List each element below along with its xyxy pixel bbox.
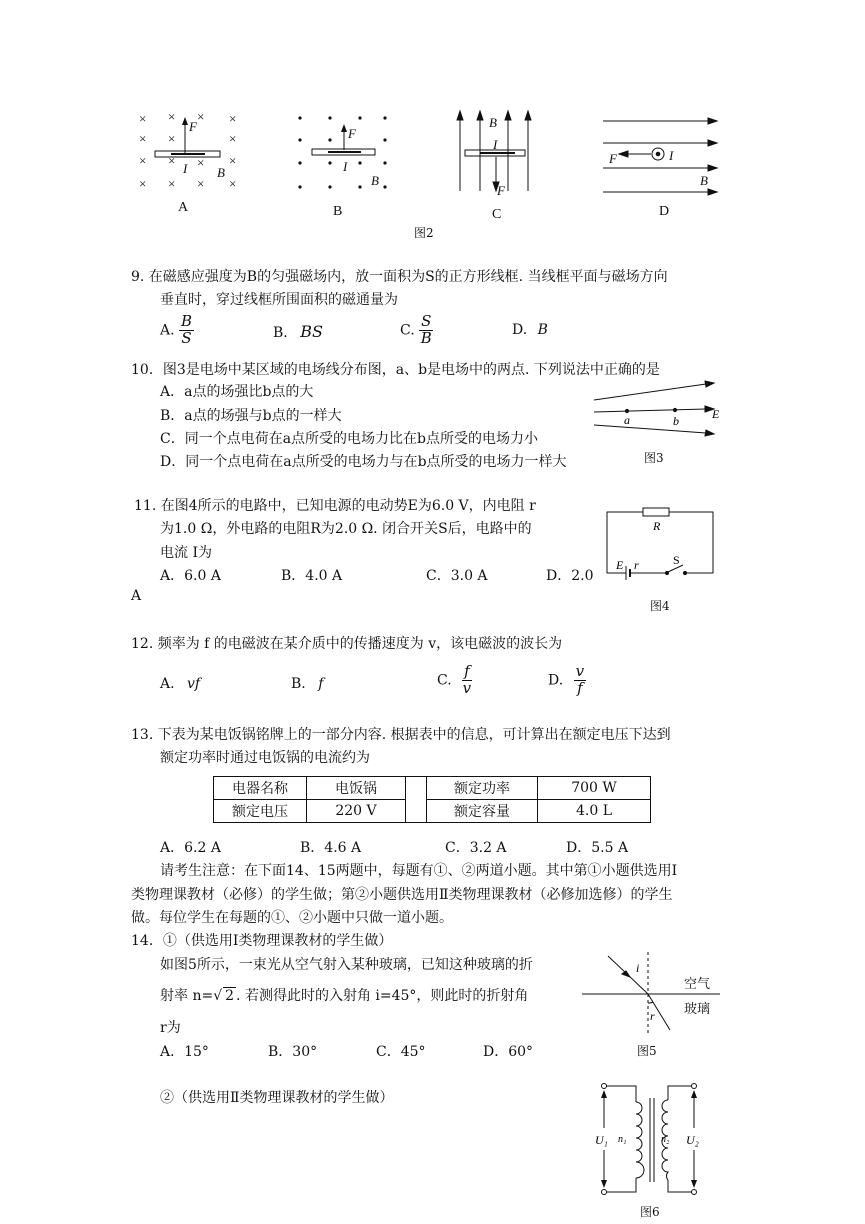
table-spacer: [406, 777, 427, 823]
fig2-a-B: B: [217, 165, 225, 180]
q9-option-a[interactable]: [160, 314, 194, 347]
fig2-label-b: B: [333, 204, 343, 219]
fig6-label-n1: n₁: [618, 1134, 627, 1145]
fig2-b-I: I: [343, 159, 348, 174]
q12-d-den: f: [577, 678, 583, 697]
svg-text:×: ×: [168, 176, 176, 191]
fig2-d-B: B: [700, 173, 708, 188]
fig3-label-e: E: [712, 407, 720, 421]
q12-option-a[interactable]: [160, 676, 200, 692]
q11-option-b[interactable]: B．4.0 A: [281, 568, 343, 584]
q9-c-num: S: [421, 312, 432, 330]
fig2-label-c: C: [492, 207, 502, 222]
q12-option-d[interactable]: [548, 664, 586, 697]
q9-option-d[interactable]: [512, 322, 548, 338]
fig2-c-I: I: [493, 137, 498, 152]
q14-stem-line2: [160, 985, 528, 1005]
notice-line2: 类物理课教材（必修）的学生做；第②小题供选用Ⅱ类物理课教材（必修加选修）的学生: [131, 887, 673, 903]
figure-2: [125, 105, 735, 240]
table-cell: 额定容量: [427, 800, 538, 823]
q9-c-den: B: [420, 328, 432, 347]
q14-option-b[interactable]: B．30°: [268, 1044, 318, 1060]
q12-option-b[interactable]: [291, 676, 323, 692]
fig2-c-F: F: [497, 183, 505, 198]
table-cell: 220 V: [307, 800, 406, 823]
q14-heading: 14．①（供选用Ⅰ类物理课教材的学生做）: [131, 933, 393, 949]
table-cell: 电器名称: [214, 777, 307, 800]
q10-option-c[interactable]: C．同一个点电荷在a点所受的电场力比在b点所受的电场力小: [160, 431, 539, 447]
q12-a-text: vf: [187, 676, 201, 692]
fig6-label-u1: U₁: [595, 1133, 608, 1147]
fig2-caption: 图2: [414, 226, 434, 240]
fig3-label-b: b: [673, 414, 679, 428]
q13-option-a[interactable]: A．6.2 A: [160, 840, 221, 856]
fig2-a-F: F: [189, 119, 197, 134]
fig2-c-B: B: [489, 115, 497, 130]
q11-option-d-wrap: A: [131, 588, 142, 604]
nameplate-table: [213, 776, 651, 823]
q9-d-prefix: D.: [512, 322, 528, 338]
svg-text:×: ×: [197, 176, 205, 191]
svg-text:×: ×: [229, 111, 237, 126]
svg-text:×: ×: [139, 176, 147, 191]
svg-text:×: ×: [168, 109, 176, 124]
svg-text:×: ×: [139, 111, 147, 126]
fig3-label-a: a: [624, 413, 630, 427]
notice-line1: 请考生注意：在下面14、15两题中，每题有①、②两道小题。其中第①小题供选用Ⅰ: [160, 863, 678, 879]
table-cell: 电饭锅: [307, 777, 406, 800]
q9-option-c[interactable]: [400, 314, 433, 347]
q14-sqrt-value: 2: [225, 988, 235, 1004]
svg-text:×: ×: [139, 131, 147, 146]
q9-a-num: B: [181, 312, 193, 330]
svg-text:×: ×: [197, 109, 205, 124]
q14-angle-text: . 若测得此时的入射角 i=45°，则此时的折射角: [236, 988, 529, 1004]
q10-stem: 10．图3是电场中某区域的电场线分布图，a、b是电场中的两点. 下列说法中正确的是: [131, 362, 660, 378]
notice-line3: 做。每位学生在每题的①、②小题中只做一道小题。: [131, 910, 453, 926]
fig2-a-I: I: [183, 161, 188, 176]
svg-text:×: ×: [229, 176, 237, 191]
fig2-d-I: I: [669, 148, 674, 163]
table-row: [214, 800, 651, 823]
q12-c-prefix: C.: [437, 672, 452, 689]
q13-option-b[interactable]: B．4.6 A: [300, 840, 362, 856]
q9-b-prefix: B.: [273, 325, 288, 341]
q9-a-den: S: [181, 328, 192, 347]
fig4-label-r: r: [634, 558, 639, 572]
fig3-caption: 图3: [644, 451, 664, 465]
fig5-label-i: i: [636, 961, 640, 975]
q13-stem-line1: 13. 下表为某电饭锅铭牌上的一部分内容. 根据表中的信息，可计算出在额定电压下达到: [131, 727, 671, 743]
q12-stem: 12. 频率为 f 的电磁波在某介质中的传播速度为 v，该电磁波的波长为: [131, 636, 563, 652]
q11-option-a[interactable]: A．6.0 A: [160, 568, 221, 584]
q14-option-a[interactable]: A．15°: [160, 1044, 209, 1060]
q12-b-text: f: [318, 676, 324, 692]
q14-option-c[interactable]: C．45°: [376, 1044, 426, 1060]
q9-d-text: B: [537, 322, 548, 338]
fig6-label-n2: n₂: [661, 1134, 670, 1145]
q14-part2-heading: ②（供选用Ⅱ类物理课教材的学生做）: [160, 1090, 394, 1106]
q12-a-prefix: A.: [160, 676, 175, 692]
q13-stem-line2: 额定功率时通过电饭锅的电流约为: [160, 750, 370, 766]
svg-text:×: ×: [168, 131, 176, 146]
fig5-label-glass: 玻璃: [684, 1002, 711, 1017]
table-cell: 额定功率: [427, 777, 538, 800]
fig2-b-B: B: [371, 173, 379, 188]
figure-4-circuit: [603, 503, 718, 583]
q10-option-a[interactable]: A．a点的场强比b点的大: [160, 384, 314, 400]
fig5-label-air: 空气: [684, 977, 711, 992]
svg-text:×: ×: [229, 153, 237, 168]
figure-3: [590, 378, 725, 443]
q12-d-prefix: D.: [548, 672, 564, 689]
table-cell: 额定电压: [214, 800, 307, 823]
q10-option-d[interactable]: D．同一个点电荷在a点所受的电场力与在b点所受的电场力一样大: [160, 454, 567, 470]
fig4-label-E: E: [616, 558, 624, 572]
q13-option-c[interactable]: C．3.2 A: [445, 840, 507, 856]
q12-c-den: v: [462, 678, 472, 697]
q9-b-text: BS: [300, 322, 323, 341]
q11-stem-line2: 为1.0 Ω，外电路的电阻R为2.0 Ω. 闭合开关S后，电路中的: [160, 521, 532, 537]
q12-b-prefix: B.: [291, 676, 306, 692]
q13-option-d[interactable]: D．5.5 A: [566, 840, 629, 856]
fig6-label-u2: U₂: [686, 1133, 699, 1147]
fig2-panel-b: [298, 116, 386, 219]
fig2-panel-c: [457, 111, 531, 222]
figure-5-refraction: [580, 950, 722, 1038]
table-cell: 4.0 L: [538, 800, 651, 823]
q9-a-prefix: A.: [160, 322, 175, 339]
figure-6-transformer: [588, 1080, 708, 1198]
table-row: [214, 777, 651, 800]
q11-stem-line1: 11. 在图4所示的电路中，已知电源的电动势E为6.0 V，内电阻 r: [134, 498, 536, 514]
q11-stem-line3: 电流 I为: [160, 545, 212, 561]
q12-option-c[interactable]: [437, 664, 472, 697]
fig4-caption: 图4: [650, 599, 670, 613]
q12-d-num: v: [575, 662, 585, 680]
q12-c-num: f: [464, 662, 470, 680]
q9-stem-line2: 垂直时，穿过线框所围面积的磁通量为: [160, 292, 398, 308]
q11-option-d[interactable]: D．2.0: [546, 568, 594, 584]
fig2-b-F: F: [348, 126, 356, 141]
q14-refractive-text: 射率 n=: [160, 988, 214, 1004]
svg-text:×: ×: [197, 155, 205, 170]
fig2-panel-a: [139, 109, 236, 215]
fig6-caption: 图6: [640, 1205, 660, 1219]
svg-text:×: ×: [168, 153, 176, 168]
q10-option-b[interactable]: B．a点的场强与b点的一样大: [160, 408, 342, 424]
q14-option-d[interactable]: D．60°: [483, 1044, 534, 1060]
svg-text:×: ×: [139, 153, 147, 168]
fig5-label-r: r: [650, 1009, 655, 1023]
fig2-panel-d: [603, 118, 717, 219]
fig2-label-d: D: [659, 204, 670, 219]
q9-stem-line1: 9. 在磁感应强度为B的匀强磁场内，放一面积为S的正方形线框. 当线框平面与磁场方向: [131, 269, 668, 285]
q14-stem-line3: r为: [160, 1020, 181, 1036]
q14-stem-line1: 如图5所示，一束光从空气射入某种玻璃，已知这种玻璃的折: [160, 957, 533, 973]
fig2-label-a: A: [178, 200, 189, 215]
fig5-caption: 图5: [637, 1044, 657, 1058]
svg-text:×: ×: [229, 131, 237, 146]
q11-option-c[interactable]: C．3.0 A: [426, 568, 488, 584]
q9-option-b[interactable]: [273, 322, 323, 341]
table-cell: 700 W: [538, 777, 651, 800]
sqrt-sign: √: [213, 988, 223, 1004]
fig2-d-F: F: [609, 151, 617, 166]
q9-c-prefix: C.: [400, 322, 415, 339]
fig4-label-S: S: [673, 553, 680, 567]
fig4-label-R: R: [653, 519, 661, 533]
